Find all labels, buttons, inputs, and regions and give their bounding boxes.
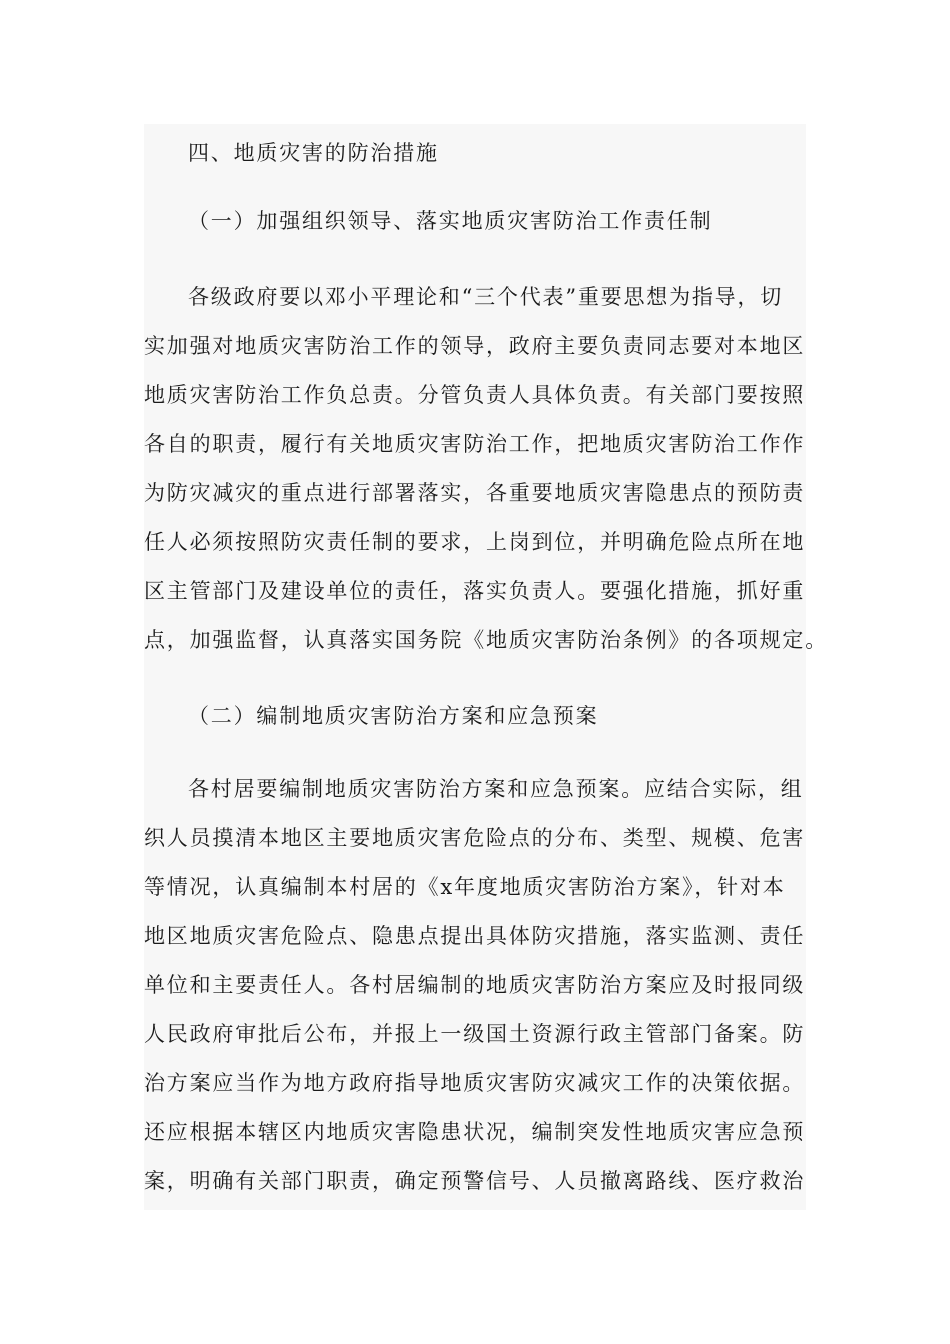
paragraph-2-line-2: 织人员摸清本地区主要地质灾害危险点的分布、类型、规模、危害 [144,826,806,850]
document-text-block [144,124,828,1210]
paragraph-1-line-5: 为防灾减灾的重点进行部署落实，各重要地质灾害隐患点的预防责 [144,481,806,505]
paragraph-2-line-6: 人民政府审批后公布，并报上一级国土资源行政主管部门备案。防 [144,1022,806,1046]
paragraph-1-line-8: 点，加强监督，认真落实国务院《地质灾害防治条例》的各项规定。 [144,628,828,652]
paragraph-1-line-6: 任人必须按照防灾责任制的要求，上岗到位，并明确危险点所在地 [144,530,806,554]
paragraph-2-line-7: 治方案应当作为地方政府指导地质灾害防灾减灾工作的决策依据。 [144,1071,806,1095]
paragraph-2-line-5: 单位和主要责任人。各村居编制的地质灾害防治方案应及时报同级 [144,973,806,997]
paragraph-2-line-3: 等情况，认真编制本村居的《x年度地质灾害防治方案》，针对本 [144,875,786,899]
subsection-heading-1: （一）加强组织领导、落实地质灾害防治工作责任制 [188,209,713,233]
paragraph-2-line-9: 案，明确有关部门职责，确定预警信号、人员撤离路线、医疗救治 [144,1169,806,1193]
paragraph-1-line-3: 地质灾害防治工作负总责。分管负责人具体负责。有关部门要按照 [144,383,806,407]
paragraph-2-line-8: 还应根据本辖区内地质灾害隐患状况，编制突发性地质灾害应急预 [144,1120,806,1144]
paragraph-2-line-4: 地区地质灾害危险点、隐患点提出具体防灾措施，落实监测、责任 [144,924,806,948]
subsection-heading-2: （二）编制地质灾害防治方案和应急预案 [188,704,599,728]
paragraph-2-line-1: 各村居要编制地质灾害防治方案和应急预案。应结合实际，组 [188,777,804,801]
paragraph-1-line-7: 区主管部门及建设单位的责任，落实负责人。要强化措施，抓好重 [144,579,806,603]
paragraph-1-line-4: 各自的职责，履行有关地质灾害防治工作，把地质灾害防治工作作 [144,432,806,456]
paragraph-1-line-2: 实加强对地质灾害防治工作的领导，政府主要负责同志要对本地区 [144,334,806,358]
section-heading: 四、地质灾害的防治措施 [188,141,439,165]
paragraph-1-line-1: 各级政府要以邓小平理论和“三个代表”重要思想为指导，切 [188,285,784,309]
